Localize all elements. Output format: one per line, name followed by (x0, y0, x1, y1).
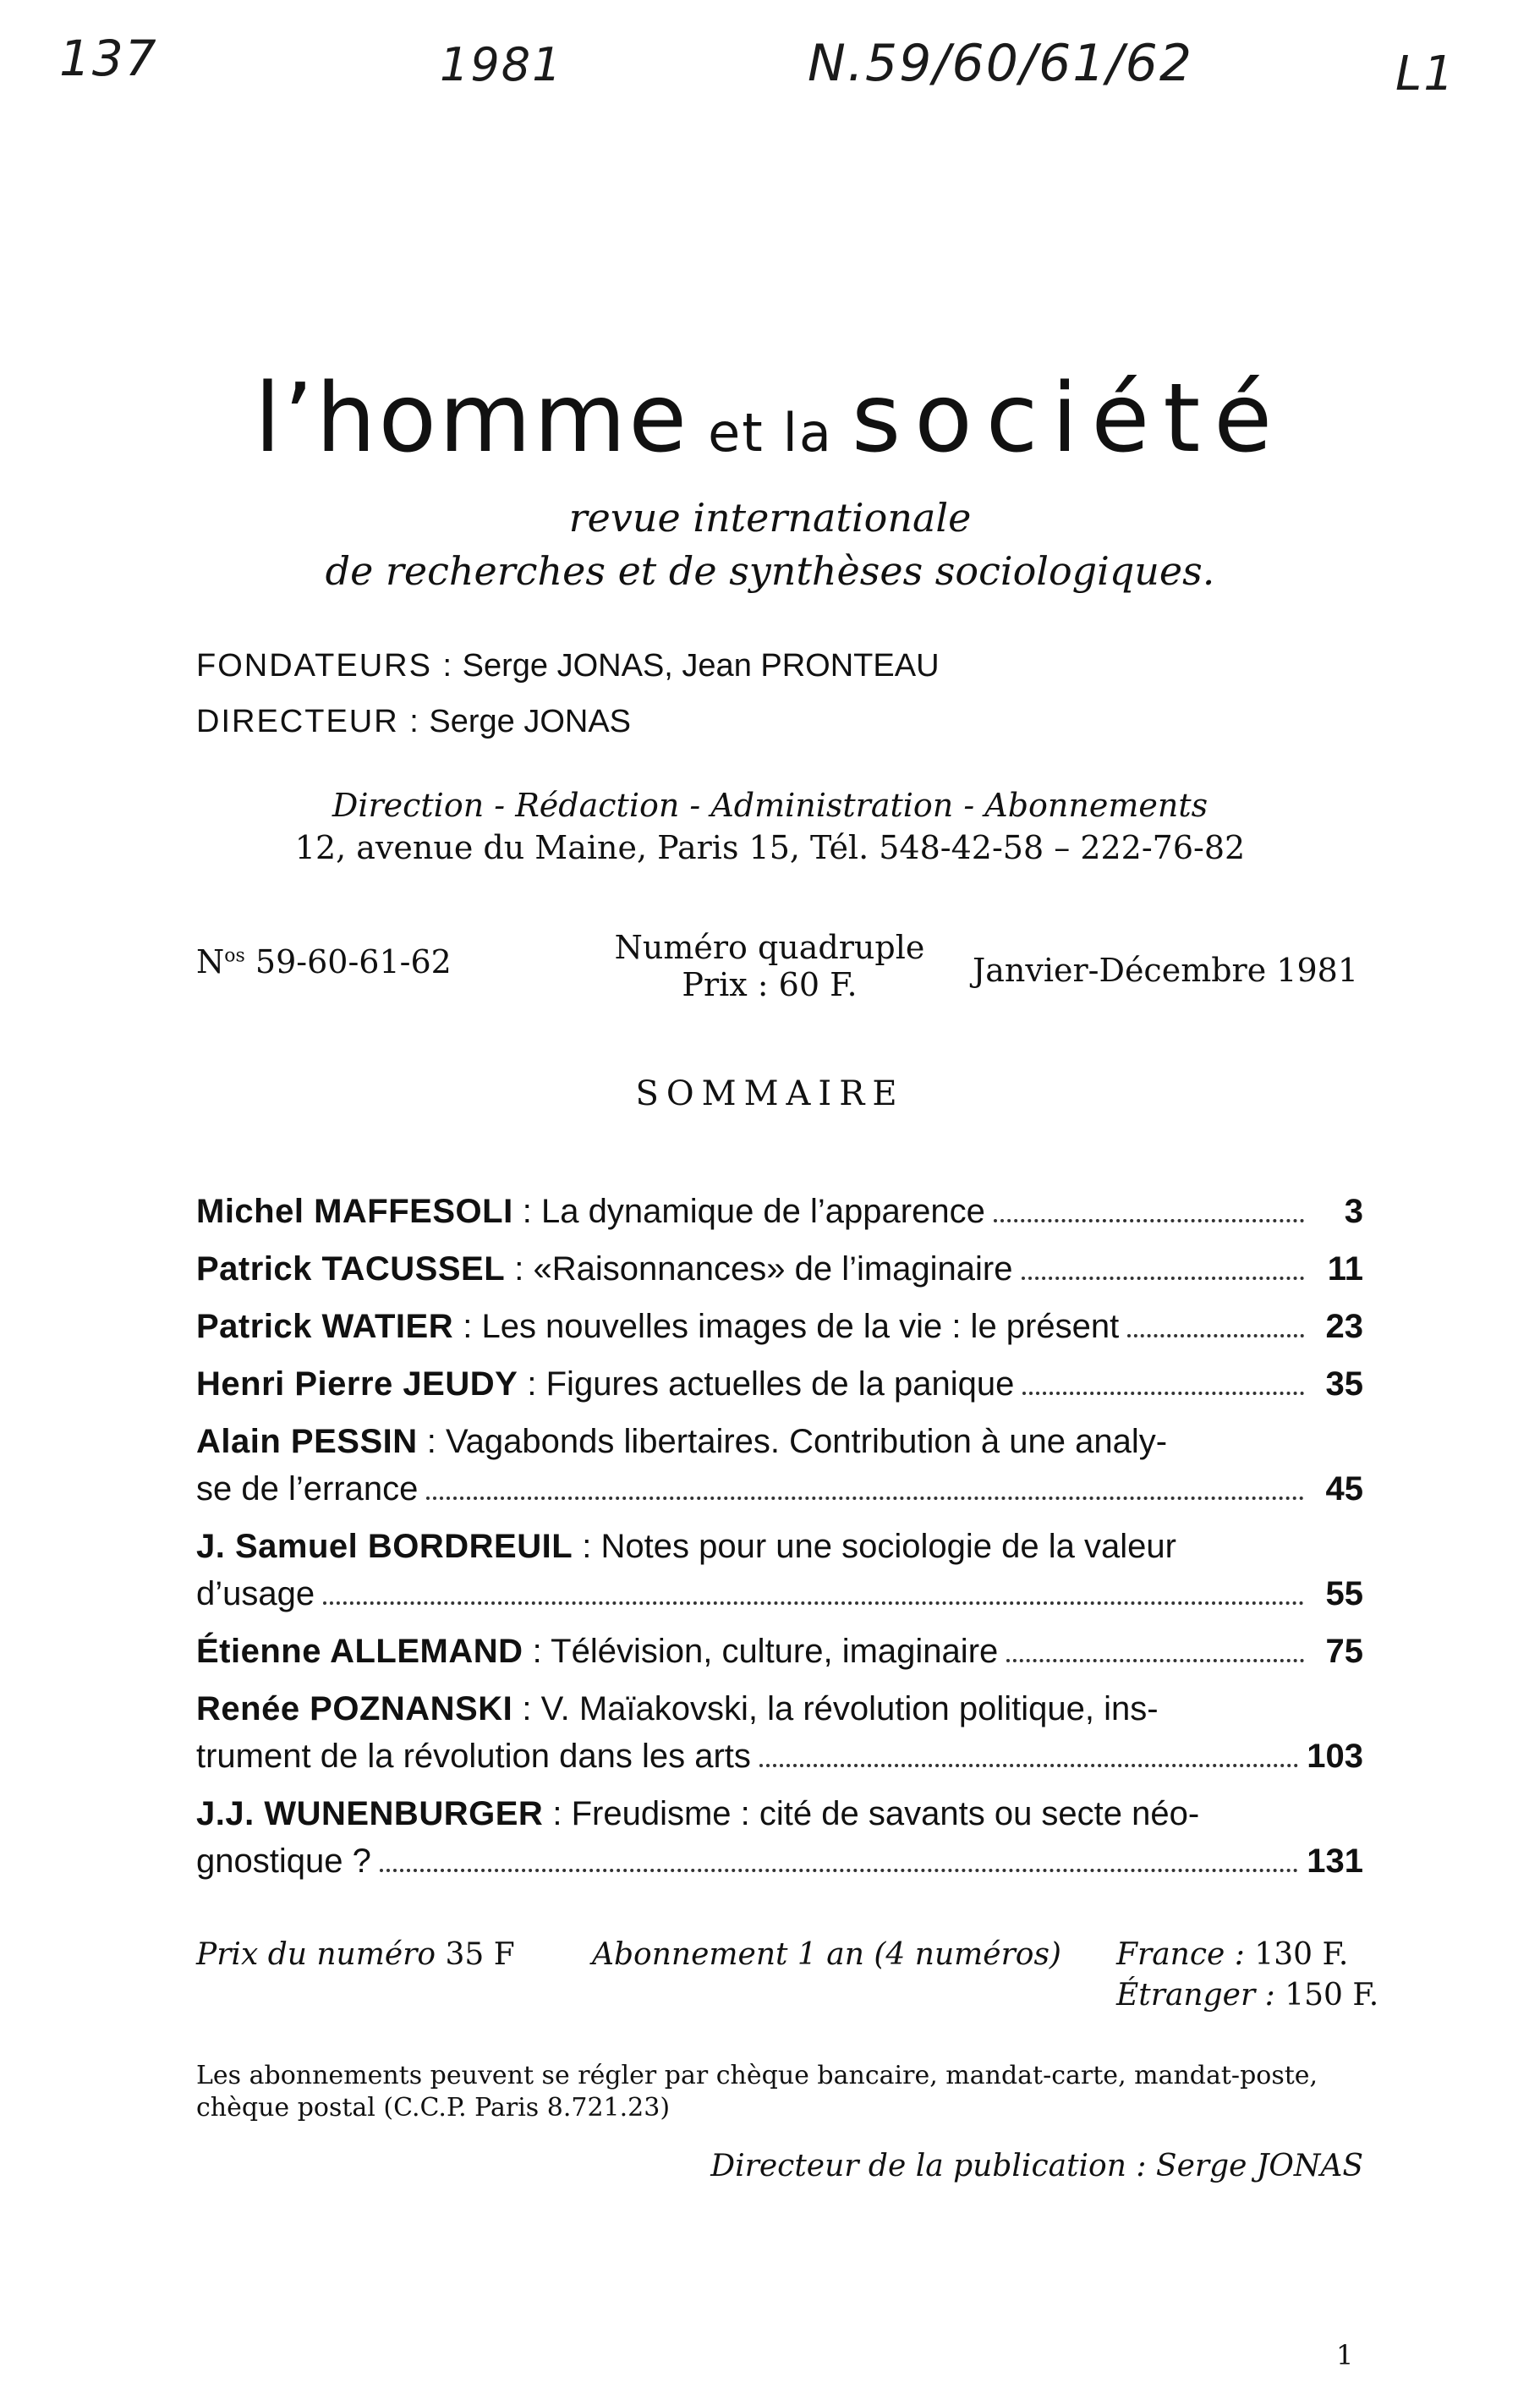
toc-page-number: 75 (1325, 1633, 1363, 1670)
toc-title: trument de la révolution dans les arts (196, 1738, 751, 1775)
toc-author: Patrick TACUSSEL (196, 1250, 506, 1288)
title-part-homme: l’homme (254, 364, 690, 474)
toc-line-text (196, 1633, 998, 1671)
toc-line (196, 1795, 1363, 1843)
toc-author: Alain PESSIN (196, 1423, 418, 1460)
payment-note: Les abonnements peuvent se régler par chèque bancaire, mandat-carte, mandat-poste, chèque postal (C.C.P. Paris 8.721.23) (196, 2061, 1318, 2123)
toc-line (196, 1843, 1363, 1890)
toc-page-number: 3 (1344, 1193, 1363, 1230)
toc-entry (196, 1308, 1363, 1355)
journal-title (0, 364, 1540, 474)
toc-line-text (196, 1528, 1176, 1566)
abroad-label: Étranger : (1116, 1978, 1275, 2013)
subscription-label: Abonnement 1 an (4 numéros) (592, 1937, 1061, 1972)
toc-author: Patrick WATIER (196, 1308, 454, 1345)
issue-date: Janvier-Décembre 1981 (973, 952, 1358, 989)
toc-entry (196, 1528, 1363, 1623)
single-issue-value: 35 F (445, 1937, 515, 1972)
toc-title: : Notes pour une sociologie de la valeur (573, 1528, 1176, 1565)
toc-leader-dots (1127, 1334, 1304, 1337)
title-part-societe: société (851, 364, 1286, 474)
abroad-value: 150 F. (1285, 1978, 1379, 2013)
toc-entry (196, 1365, 1363, 1413)
toc-line-text (196, 1795, 1199, 1833)
issue-numbers-value: 59-60-61-62 (255, 943, 452, 980)
founders-names: Serge JONAS, Jean PRONTEAU (462, 648, 940, 684)
toc-page-number: 103 (1307, 1738, 1363, 1775)
toc-entry (196, 1690, 1363, 1785)
director-line (196, 704, 631, 740)
toc-line-text (196, 1193, 985, 1231)
issue-numbers-prefix: N (196, 943, 225, 980)
toc-line-text (196, 1843, 371, 1881)
issue-format: Numéro quadruple (614, 929, 925, 966)
toc-line (196, 1528, 1363, 1575)
toc-title: se de l’errance (196, 1470, 419, 1508)
issue-price: Prix : 60 F. (682, 966, 858, 1003)
toc-leader-dots (759, 1764, 1298, 1767)
toc-page-number: 45 (1325, 1470, 1363, 1508)
title-part-et: et (708, 402, 765, 464)
toc-page-number: 11 (1327, 1250, 1363, 1288)
toc-line-text (196, 1575, 315, 1613)
toc-author: Michel MAFFESOLI (196, 1193, 513, 1230)
table-of-contents (196, 1193, 1363, 1900)
toc-line (196, 1470, 1363, 1518)
toc-entry (196, 1795, 1363, 1890)
single-issue-price (196, 1937, 515, 1972)
issue-format-block (609, 929, 930, 1003)
toc-title: : Freudisme : cité de savants ou secte néo- (543, 1795, 1200, 1832)
page-number: 1 (1336, 2339, 1354, 2371)
issue-numbers (196, 943, 452, 980)
abroad-price (1116, 1978, 1378, 2013)
toc-leader-dots (1022, 1392, 1304, 1395)
toc-line-text (196, 1423, 1167, 1461)
departments-line: Direction - Rédaction - Administration - Abonnements (332, 787, 1208, 824)
toc-title: : Vagabonds libertaires. Contribution à une analy- (417, 1423, 1168, 1460)
toc-line (196, 1365, 1363, 1413)
director-name: Serge JONAS (429, 704, 632, 739)
single-issue-label: Prix du numéro (196, 1937, 436, 1972)
toc-leader-dots (323, 1601, 1304, 1605)
handwritten-year: 1981 (440, 38, 563, 91)
toc-line-text (196, 1308, 1119, 1346)
france-value: 130 F. (1254, 1937, 1349, 1972)
publication-director: Directeur de la publication : Serge JONAS (710, 2149, 1363, 2183)
toc-title: : Figures actuelles de la panique (518, 1365, 1015, 1403)
toc-page-number: 131 (1307, 1843, 1363, 1880)
france-label: France : (1116, 1937, 1245, 1972)
toc-leader-dots (380, 1869, 1298, 1872)
toc-line-text (196, 1690, 1159, 1728)
issue-numbers-sup: os (224, 945, 245, 967)
director-label: DIRECTEUR : (196, 704, 420, 739)
handwritten-issue-ref: N.59/60/61/62 (808, 34, 1193, 93)
toc-leader-dots (1006, 1659, 1304, 1662)
toc-line-text (196, 1365, 1014, 1403)
toc-title: : La dynamique de l’apparence (512, 1193, 985, 1230)
toc-entry (196, 1633, 1363, 1680)
subtitle-line-1: revue internationale (568, 495, 972, 541)
founders-label: FONDATEURS : (196, 648, 454, 684)
toc-line (196, 1423, 1363, 1470)
toc-line-text (196, 1250, 1013, 1288)
title-part-la: la (782, 402, 833, 464)
founders-line (196, 648, 940, 684)
toc-page-number: 55 (1325, 1575, 1363, 1612)
toc-title: : «Raisonnances» de l’imaginaire (505, 1250, 1013, 1288)
toc-leader-dots (994, 1219, 1304, 1222)
toc-author: J.J. WUNENBURGER (196, 1795, 544, 1832)
toc-line-text (196, 1470, 418, 1508)
toc-line (196, 1738, 1363, 1785)
toc-line (196, 1308, 1363, 1355)
toc-page-number: 23 (1325, 1308, 1363, 1345)
toc-entry (196, 1423, 1363, 1518)
handwritten-shelf-mark: 137 (59, 30, 158, 87)
handwritten-mark: L1 (1395, 47, 1455, 102)
toc-author: Renée POZNANSKI (196, 1690, 513, 1727)
toc-title: d’usage (196, 1575, 315, 1612)
toc-author: Henri Pierre JEUDY (196, 1365, 518, 1403)
toc-line (196, 1575, 1363, 1623)
toc-line (196, 1633, 1363, 1680)
toc-line (196, 1193, 1363, 1240)
toc-leader-dots (426, 1497, 1304, 1500)
toc-author: Étienne ALLEMAND (196, 1633, 523, 1670)
sommaire-heading: SOMMAIRE (635, 1074, 905, 1113)
toc-title: : Télévision, culture, imaginaire (523, 1633, 999, 1670)
toc-page-number: 35 (1325, 1365, 1363, 1403)
toc-leader-dots (1022, 1277, 1305, 1280)
toc-entry (196, 1250, 1363, 1298)
toc-line (196, 1690, 1363, 1738)
toc-entry (196, 1193, 1363, 1240)
address-line: 12, avenue du Maine, Paris 15, Tél. 548-42-58 – 222-76-82 (294, 829, 1246, 866)
toc-title: : Les nouvelles images de la vie : le présent (453, 1308, 1120, 1345)
toc-line (196, 1250, 1363, 1298)
toc-author: J. Samuel BORDREUIL (196, 1528, 573, 1565)
toc-title: gnostique ? (196, 1843, 371, 1880)
toc-line-text (196, 1738, 751, 1776)
subtitle-line-2: de recherches et de synthèses sociologiques. (325, 548, 1215, 594)
toc-title: : V. Maïakovski, la révolution politique, ins- (512, 1690, 1159, 1727)
france-price (1116, 1937, 1348, 1972)
